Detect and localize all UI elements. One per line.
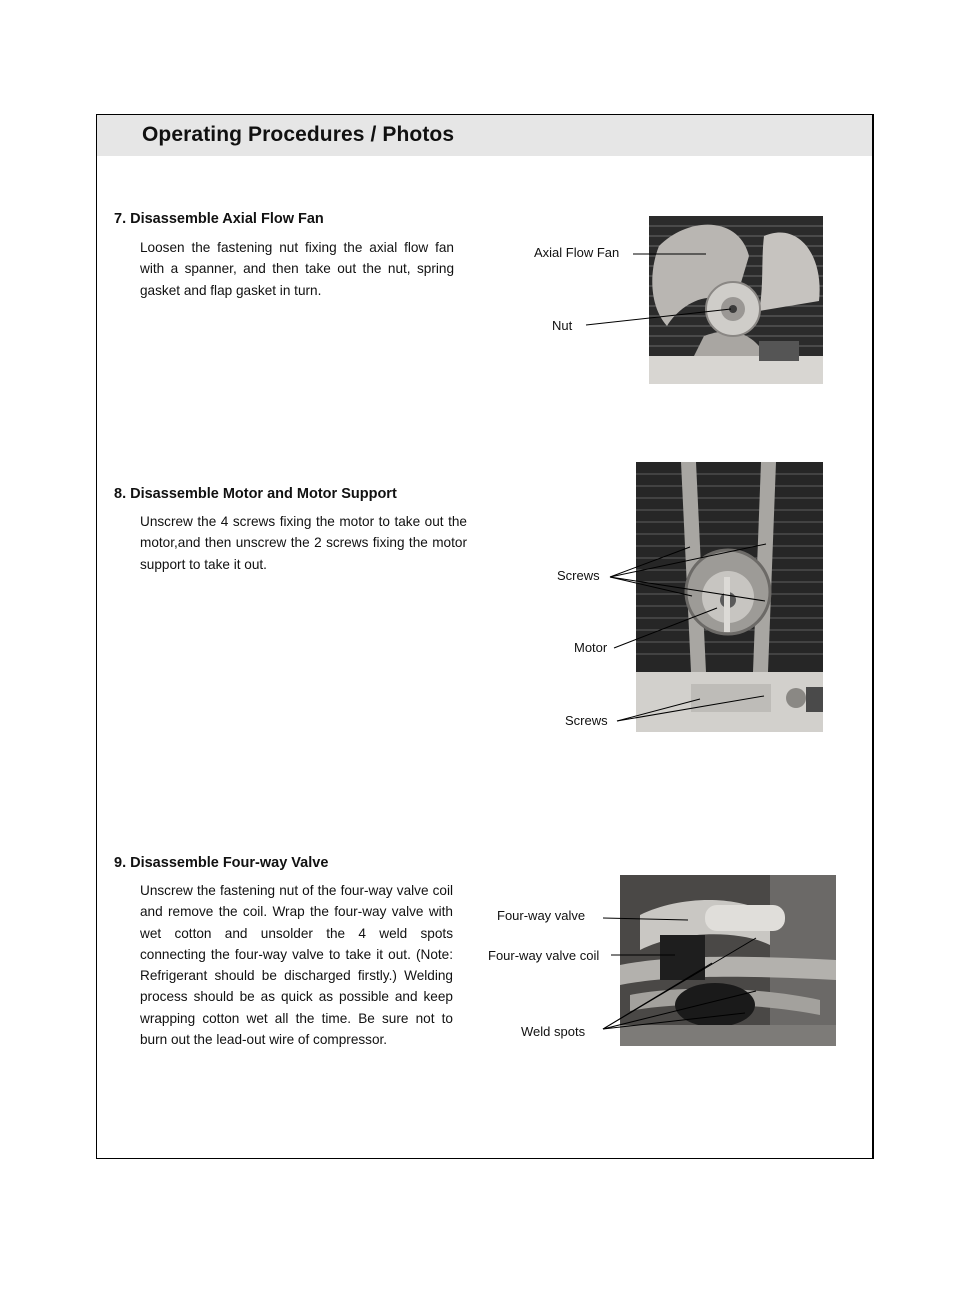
step-8-title: 8. Disassemble Motor and Motor Support bbox=[114, 486, 397, 502]
label-weld-spots: Weld spots bbox=[521, 1024, 586, 1039]
axial-fan-photo bbox=[649, 216, 823, 384]
label-motor-screws: Screws bbox=[557, 568, 600, 583]
four-way-valve-photo bbox=[620, 875, 836, 1046]
motor-photo bbox=[636, 462, 823, 732]
label-support-screws: Screws bbox=[565, 713, 608, 728]
step-9-title: 9. Disassemble Four-way Valve bbox=[114, 855, 329, 871]
label-four-way-valve: Four-way valve bbox=[497, 908, 586, 923]
step-7-title: 7. Disassemble Axial Flow Fan bbox=[114, 211, 324, 227]
step-7-text: Loosen the fastening nut fixing the axial flow fan with a spanner, and then take out the nut, spring gasket and flap gasket in turn. bbox=[140, 240, 454, 298]
page-header bbox=[97, 115, 872, 156]
label-motor: Motor bbox=[574, 640, 608, 655]
label-nut: Nut bbox=[552, 318, 573, 333]
page-title: Operating Procedures / Photos bbox=[142, 123, 455, 146]
step-9-text: Unscrew the fastening nut of the four-way valve coil and remove the coil. Wrap the four-way valve with wet cotton and unsolder the 4 weld spots connecting the four-way valve to take it out. (Note: Refrigerant should be discharged firstly.) Welding process should be as quick as possible and keep wrapping cotton wet all the time. Be sure not to burn out the lead-out wire of compressor. bbox=[140, 883, 453, 1048]
label-four-way-valve-coil: Four-way valve coil bbox=[488, 948, 600, 963]
step-8-text: Unscrew the 4 screws fixing the motor to take out the motor,and then unscrew the 2 screws fixing the motor support to take it out. bbox=[140, 514, 467, 572]
label-axial-flow-fan: Axial Flow Fan bbox=[534, 245, 620, 260]
